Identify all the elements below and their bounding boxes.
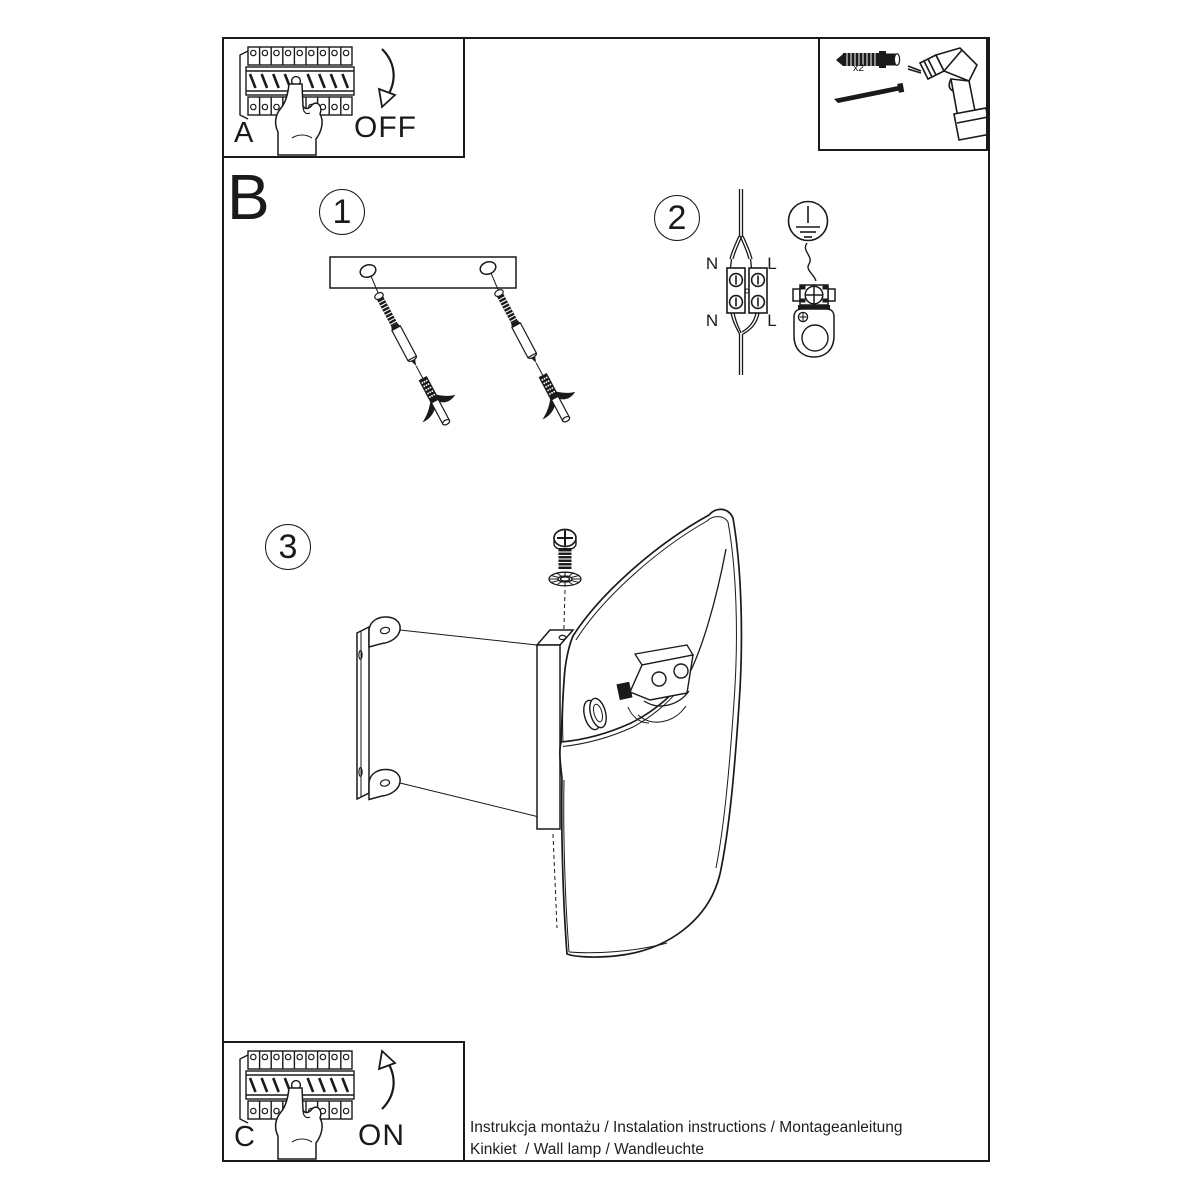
screw-icon	[834, 83, 904, 103]
tools-box	[818, 37, 988, 151]
screw-and-anchor-icon	[359, 283, 466, 434]
lamp-shade-icon	[560, 509, 742, 957]
box-c-power-on	[222, 1041, 465, 1162]
section-c-label: C	[234, 1121, 255, 1153]
screw-and-anchor-icon	[479, 280, 586, 431]
step-1-number: 1	[332, 192, 352, 231]
footer-line-1: Instrukcja montażu / Instalation instructions / Montageanleitung	[470, 1119, 903, 1136]
section-b-label: B	[227, 161, 270, 233]
drill-icon	[908, 48, 986, 140]
label-n-top: N	[705, 254, 719, 273]
footer-line-2: Kinkiet / Wall lamp / Wandleuchte	[470, 1141, 705, 1158]
curved-arrow-down-icon	[379, 49, 395, 107]
section-a-label: A	[234, 117, 254, 149]
power-cable-icon	[730, 189, 752, 268]
curved-arrow-up-icon	[379, 1051, 395, 1109]
step-2-illustration	[688, 183, 848, 383]
breaker-panel-off-illustration	[224, 39, 463, 156]
label-n-bottom: N	[705, 311, 719, 330]
tools-illustration	[820, 39, 986, 149]
toothed-washer-icon	[549, 572, 581, 586]
cable-out	[731, 313, 759, 375]
terminal-block-icon	[727, 268, 767, 313]
wall-bracket-icon	[357, 617, 400, 800]
breaker-panel-on-illustration	[224, 1043, 463, 1160]
box-a-power-off	[222, 37, 465, 158]
ground-clamp-icon	[793, 285, 835, 357]
off-label: OFF	[354, 111, 417, 144]
wall-plug-icon	[836, 51, 900, 68]
on-label: ON	[358, 1119, 405, 1152]
step-1-badge	[319, 189, 365, 235]
earth-ground-symbol-icon	[789, 202, 828, 241]
ground-wire	[805, 243, 816, 281]
label-l-top: L	[767, 254, 777, 273]
breaker-panel-icon	[240, 1051, 354, 1159]
breaker-panel-icon	[240, 47, 354, 155]
pan-head-screw-icon	[554, 530, 576, 570]
label-l-bottom: L	[767, 311, 777, 330]
step-3-number: 3	[278, 527, 298, 566]
step-3-illustration	[345, 502, 765, 982]
step-2-number: 2	[667, 198, 687, 237]
plug-count-label: x2	[853, 62, 865, 74]
step-1-illustration	[322, 248, 592, 458]
step-3-badge	[265, 524, 311, 570]
